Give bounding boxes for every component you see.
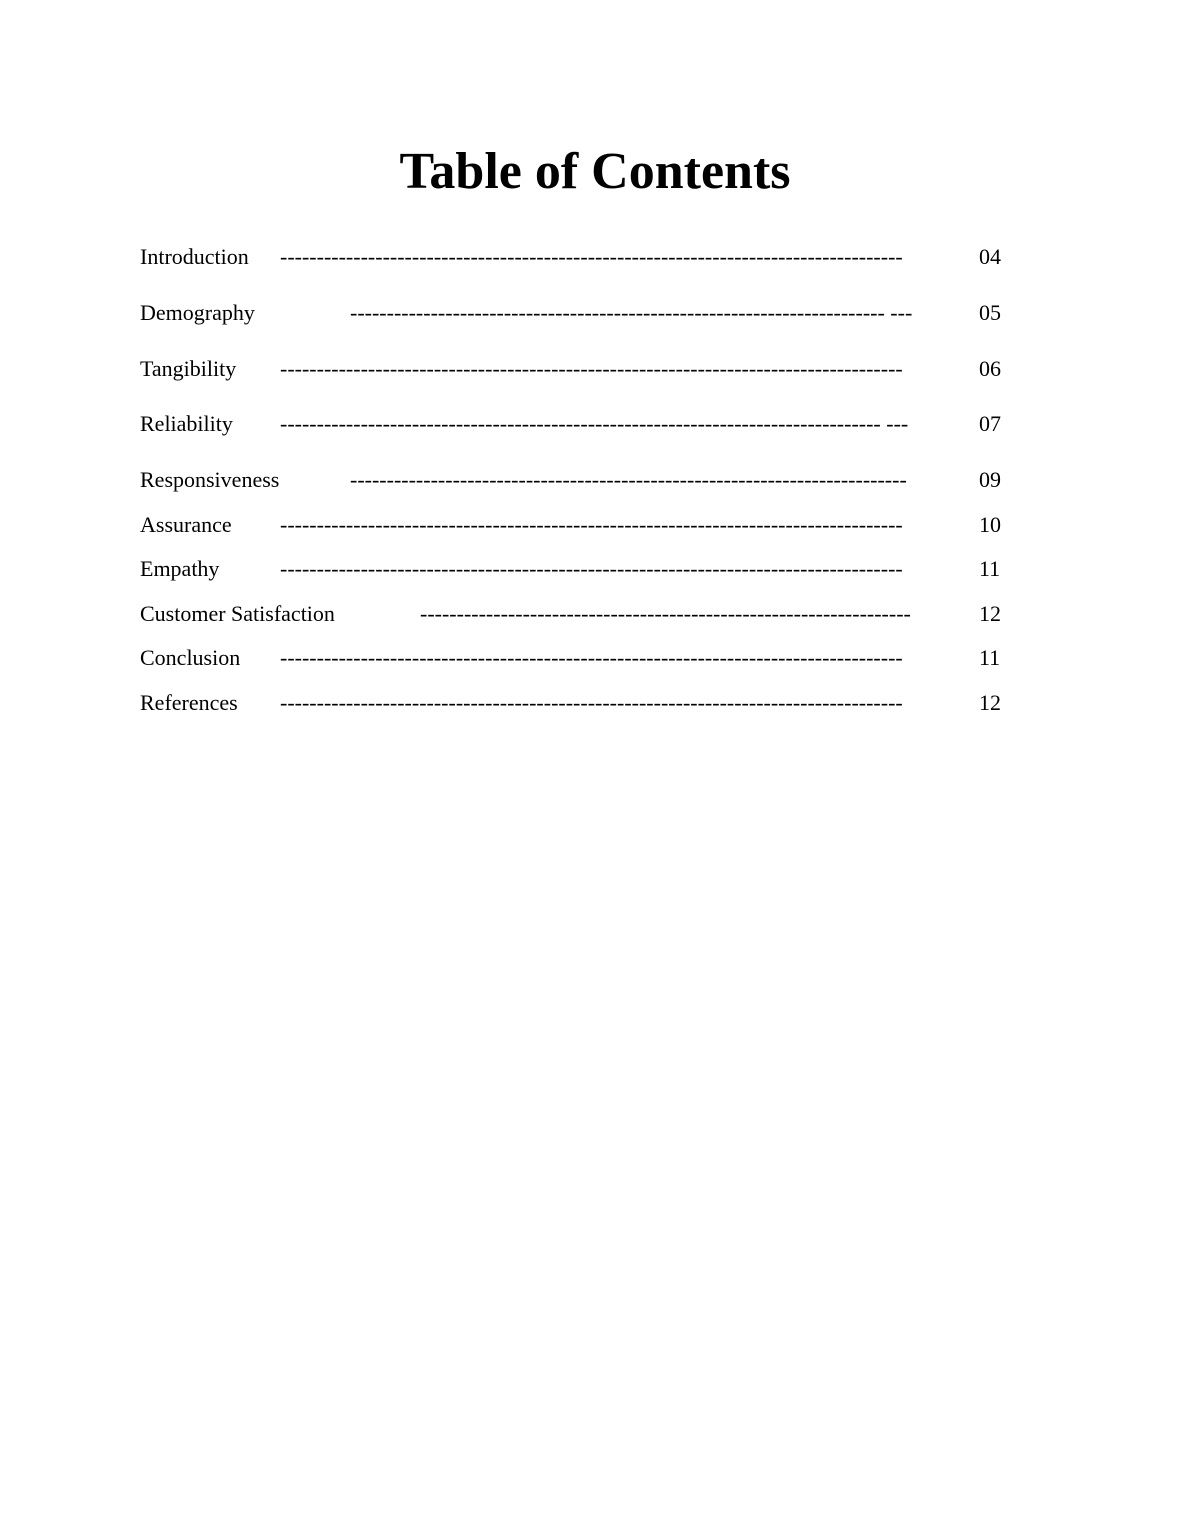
toc-entry-demography[interactable] xyxy=(0,298,1190,328)
toc-entry-page-number: 11 xyxy=(979,556,1001,581)
toc-entry-page-number: 12 xyxy=(979,690,1001,715)
toc-entry-tangibility[interactable] xyxy=(0,354,1190,384)
toc-entry-label: Customer Satisfaction xyxy=(140,601,335,626)
toc-entry-reliability[interactable] xyxy=(0,409,1190,439)
toc-entry-page-number: 10 xyxy=(979,512,1001,537)
toc-entry-empathy[interactable] xyxy=(0,554,1190,584)
toc-entry-page-number: 12 xyxy=(979,601,1001,626)
toc-entry-leader: ---------------------------------------------------------------------------------- --- xyxy=(280,411,909,436)
toc-entry-page-number: 07 xyxy=(979,411,1001,436)
toc-entry-label: References xyxy=(140,690,238,715)
toc-entry-leader: ------------------------------------------------------------------------- --- xyxy=(350,300,913,325)
toc-entry-references[interactable] xyxy=(0,688,1190,718)
toc-entry-leader: ---------------------------------------------------------------------------- xyxy=(350,467,907,492)
toc-entry-label: Demography xyxy=(140,300,255,325)
toc-entry-leader: ------------------------------------------------------------------------------------- xyxy=(280,356,903,381)
toc-entry-label: Assurance xyxy=(140,512,232,537)
toc-entry-leader: ------------------------------------------------------------------------------------- xyxy=(280,645,903,670)
toc-entry-page-number: 09 xyxy=(979,467,1001,492)
toc-entry-label: Empathy xyxy=(140,556,220,581)
toc-entry-leader: ------------------------------------------------------------------------------------- xyxy=(280,556,903,581)
toc-entry-label: Responsiveness xyxy=(140,467,280,492)
toc-entry-leader: ------------------------------------------------------------------- xyxy=(420,601,911,626)
toc-entry-label: Reliability xyxy=(140,411,233,436)
toc-entry-customer-satisfaction[interactable] xyxy=(0,599,1190,629)
toc-entry-responsiveness[interactable] xyxy=(0,465,1190,495)
toc-entry-introduction[interactable] xyxy=(0,242,1190,272)
toc-entry-conclusion[interactable] xyxy=(0,643,1190,673)
toc-entry-label: Tangibility xyxy=(140,356,237,381)
toc-entry-leader: ------------------------------------------------------------------------------------- xyxy=(280,512,903,537)
page-title: Table of Contents xyxy=(399,143,791,200)
toc-entry-assurance[interactable] xyxy=(0,510,1190,540)
toc-entry-page-number: 04 xyxy=(979,244,1001,269)
toc-entry-page-number: 05 xyxy=(979,300,1001,325)
toc-entry-label: Introduction xyxy=(140,244,249,269)
toc-entry-page-number: 11 xyxy=(979,645,1001,670)
toc-entry-leader: ------------------------------------------------------------------------------------- xyxy=(280,690,903,715)
toc-entry-page-number: 06 xyxy=(979,356,1001,381)
toc-entry-leader: ------------------------------------------------------------------------------------- xyxy=(280,244,903,269)
toc-entry-label: Conclusion xyxy=(140,645,241,670)
